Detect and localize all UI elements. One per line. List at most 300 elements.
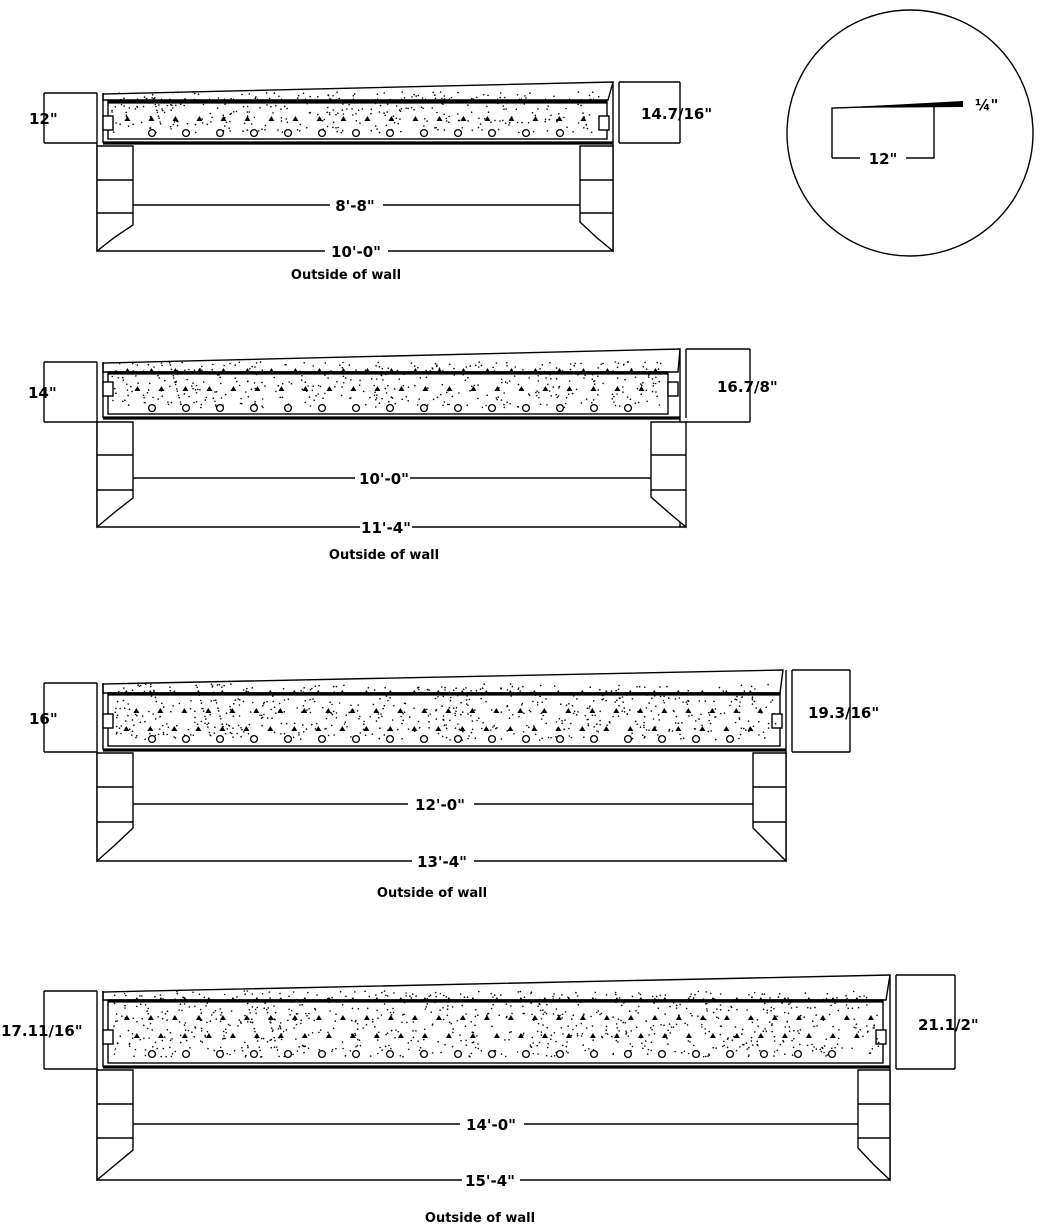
aggregate-dot <box>422 97 424 99</box>
aggregate-dot <box>622 386 624 388</box>
aggregate-dot <box>166 734 168 736</box>
aggregate-dot <box>741 728 743 730</box>
aggregate-dot <box>615 994 617 996</box>
aggregate-dot <box>669 729 671 731</box>
aggregate-dot <box>333 734 335 736</box>
aggregate-dot <box>414 365 416 367</box>
aggregate-dot <box>298 95 300 97</box>
aggregate-dot <box>247 111 249 113</box>
aggregate-dot <box>500 687 502 689</box>
aggregate-dot <box>465 1040 467 1042</box>
aggregate-dot <box>385 1034 387 1036</box>
aggregate-dot <box>263 703 265 705</box>
slope-detail-outline <box>832 104 963 158</box>
aggregate-dot <box>446 120 448 122</box>
aggregate-dot <box>427 387 429 389</box>
aggregate-dot <box>118 377 120 379</box>
aggregate-dot <box>448 121 450 123</box>
aggregate-dot <box>458 120 460 122</box>
aggregate-dot <box>409 995 411 997</box>
aggregate-dot <box>178 397 180 399</box>
aggregate-dot <box>752 1022 754 1024</box>
aggregate-dot <box>171 1038 173 1040</box>
aggregate-dot <box>167 401 169 403</box>
aggregate-dot <box>379 366 381 368</box>
aggregate-dot <box>369 996 371 998</box>
aggregate-dot <box>167 105 169 107</box>
aggregate-dot <box>415 95 417 97</box>
aggregate-dot <box>577 1035 579 1037</box>
aggregate-dot <box>335 1020 337 1022</box>
aggregate-dot <box>452 693 454 695</box>
aggregate-dot <box>202 118 204 120</box>
aggregate-dot <box>382 368 384 370</box>
aggregate-dot <box>296 1013 298 1015</box>
aggregate-dot <box>327 126 329 128</box>
aggregate-dot <box>305 381 307 383</box>
aggregate-dot <box>814 1007 816 1009</box>
aggregate-dot <box>142 715 144 717</box>
aggregate-dot <box>294 102 296 104</box>
aggregate-dot <box>190 700 192 702</box>
aggregate-dot <box>420 377 422 379</box>
aggregate-dot <box>327 1032 329 1034</box>
aggregate-dot <box>530 1044 532 1046</box>
aggregate-dot <box>826 998 828 1000</box>
aggregate-dot <box>673 1026 675 1028</box>
aggregate-dot <box>593 399 595 401</box>
aggregate-dot <box>209 714 211 716</box>
aggregate-dot <box>366 1024 368 1026</box>
aggregate-dot <box>517 1051 519 1053</box>
aggregate-dot <box>282 131 284 133</box>
aggregate-dot <box>210 113 212 115</box>
aggregate-dot <box>503 392 505 394</box>
aggregate-dot <box>302 1045 304 1047</box>
aggregate-dot <box>206 724 208 726</box>
aggregate-dot <box>441 98 443 100</box>
aggregate-dot <box>606 724 608 726</box>
aggregate-dot <box>469 699 471 701</box>
aggregate-dot <box>255 98 257 100</box>
aggregate-dot <box>171 402 173 404</box>
aggregate-dot <box>508 709 510 711</box>
aggregate-dot <box>663 1024 665 1026</box>
aggregate-dot <box>846 998 848 1000</box>
aggregate-dot <box>124 399 126 401</box>
aggregate-dot <box>372 733 374 735</box>
aggregate-dot <box>483 683 485 685</box>
aggregate-dot <box>118 101 120 103</box>
aggregate-dot <box>331 704 333 706</box>
aggregate-dot <box>253 692 255 694</box>
aggregate-dot <box>288 698 290 700</box>
aggregate-dot <box>491 1026 493 1028</box>
aggregate-dot <box>539 1042 541 1044</box>
slope-detail-run-label: 12" <box>868 150 898 168</box>
aggregate-dot <box>303 694 305 696</box>
aggregate-dot <box>691 715 693 717</box>
aggregate-dot <box>427 998 429 1000</box>
aggregate-dot <box>331 725 333 727</box>
prestress-strand <box>183 130 190 137</box>
aggregate-dot <box>521 122 523 124</box>
aggregate-dot <box>440 993 442 995</box>
aggregate-dot <box>303 93 305 95</box>
aggregate-dot <box>244 1042 246 1044</box>
prestress-strand <box>149 130 156 137</box>
aggregate-dot <box>319 373 321 375</box>
prestress-strand <box>591 405 598 412</box>
aggregate-dot <box>118 92 120 94</box>
aggregate-dot <box>635 1010 637 1012</box>
aggregate-dot <box>245 391 247 393</box>
aggregate-dot <box>550 378 552 380</box>
aggregate-dot <box>277 1049 279 1051</box>
aggregate-dot <box>332 127 334 129</box>
aggregate-dot <box>732 1039 734 1041</box>
aggregate-dot <box>379 132 381 134</box>
aggregate-dot <box>596 723 598 725</box>
aggregate-dot <box>536 999 538 1001</box>
aggregate-dot <box>465 1013 467 1015</box>
aggregate-dot <box>129 1044 131 1046</box>
prestress-strand <box>557 1051 564 1058</box>
aggregate-dot <box>701 1026 703 1028</box>
aggregate-dot <box>438 733 440 735</box>
aggregate-dot <box>272 1001 274 1003</box>
aggregate-dot <box>371 378 373 380</box>
aggregate-dot <box>418 687 420 689</box>
aggregate-dot <box>776 1016 778 1018</box>
aggregate-dot <box>358 109 360 111</box>
aggregate-dot <box>539 368 541 370</box>
aggregate-dot <box>439 1009 441 1011</box>
aggregate-dot <box>530 692 532 694</box>
aggregate-dot <box>119 727 121 729</box>
aggregate-dot <box>133 1018 135 1020</box>
aggregate-dot <box>191 385 193 387</box>
aggregate-dot <box>523 373 525 375</box>
aggregate-dot <box>653 385 655 387</box>
aggregate-dot <box>247 381 249 383</box>
aggregate-dot <box>559 386 561 388</box>
aggregate-dot <box>480 371 482 373</box>
aggregate-dot <box>453 707 455 709</box>
aggregate-dot <box>133 1055 135 1057</box>
aggregate-dot <box>739 701 741 703</box>
aggregate-dot <box>233 715 235 717</box>
aggregate-dot <box>273 701 275 703</box>
aggregate-dot <box>551 395 553 397</box>
aggregate-dot <box>325 362 327 364</box>
aggregate-dot <box>467 704 469 706</box>
aggregate-dot <box>516 109 518 111</box>
aggregate-dot <box>592 1039 594 1041</box>
aggregate-dot <box>284 711 286 713</box>
aggregate-dot <box>194 1036 196 1038</box>
aggregate-dot <box>252 1006 254 1008</box>
aggregate-dot <box>716 1008 718 1010</box>
aggregate-dot <box>140 685 142 687</box>
aggregate-dot <box>529 92 531 94</box>
aggregate-dot <box>605 1029 607 1031</box>
aggregate-dot <box>114 1003 116 1005</box>
slope-detail-circle <box>787 10 1033 256</box>
aggregate-dot <box>275 391 277 393</box>
aggregate-dot <box>194 1026 196 1028</box>
aggregate-dot <box>638 1006 640 1008</box>
aggregate-dot <box>566 704 568 706</box>
aggregate-dot <box>310 712 312 714</box>
prestress-strand <box>251 1051 258 1058</box>
aggregate-dot <box>343 376 345 378</box>
aggregate-dot <box>127 703 129 705</box>
aggregate-dot <box>293 991 295 993</box>
aggregate-dot <box>598 731 600 733</box>
aggregate-dot <box>370 1055 372 1057</box>
aggregate-dot <box>597 375 599 377</box>
aggregate-dot <box>355 113 357 115</box>
aggregate-dot <box>356 120 358 122</box>
aggregate-dot <box>316 723 318 725</box>
aggregate-dot <box>308 1013 310 1015</box>
aggregate-dot <box>791 1007 793 1009</box>
aggregate-dot <box>186 379 188 381</box>
aggregate-dot <box>411 997 413 999</box>
aggregate-dot <box>175 381 177 383</box>
aggregate-dot <box>816 1025 818 1027</box>
aggregate-dot <box>161 362 163 364</box>
aggregate-dot <box>121 104 123 106</box>
aggregate-dot <box>587 128 589 130</box>
aggregate-dot <box>243 701 245 703</box>
aggregate-dot <box>308 708 310 710</box>
aggregate-dot <box>499 120 501 122</box>
prestress-strand <box>761 1051 768 1058</box>
aggregate-dot <box>574 363 576 365</box>
aggregate-dot <box>513 733 515 735</box>
aggregate-dot <box>216 702 218 704</box>
aggregate-dot <box>354 991 356 993</box>
aggregate-dot <box>164 1036 166 1038</box>
aggregate-dot <box>401 399 403 401</box>
aggregate-dot <box>171 369 173 371</box>
aggregate-dot <box>229 1054 231 1056</box>
aggregate-dot <box>588 1048 590 1050</box>
aggregate-dot <box>307 992 309 994</box>
aggregate-dot <box>599 689 601 691</box>
aggregate-dot <box>376 720 378 722</box>
aggregate-dot <box>157 398 159 400</box>
aggregate-dot <box>695 720 697 722</box>
aggregate-dot <box>600 363 602 365</box>
aggregate-dot <box>400 131 402 133</box>
aggregate-dot <box>162 1018 164 1020</box>
aggregate-dot <box>297 1050 299 1052</box>
aggregate-dot <box>791 1040 793 1042</box>
aggregate-dot <box>568 393 570 395</box>
aggregate-dot <box>720 713 722 715</box>
aggregate-dot <box>569 735 571 737</box>
aggregate-dot <box>144 738 146 740</box>
aggregate-dot <box>158 115 160 117</box>
aggregate-dot <box>689 996 691 998</box>
aggregate-dot <box>593 726 595 728</box>
aggregate-dot <box>687 1024 689 1026</box>
aggregate-dot <box>767 684 769 686</box>
aggregate-dot <box>269 1021 271 1023</box>
aggregate-dot <box>184 1024 186 1026</box>
aggregate-dot <box>435 98 437 100</box>
aggregate-dot <box>623 1002 625 1004</box>
aggregate-dot <box>386 392 388 394</box>
prestress-strand <box>319 1051 326 1058</box>
aggregate-dot <box>339 702 341 704</box>
aggregate-dot <box>648 1034 650 1036</box>
aggregate-dot <box>805 992 807 994</box>
aggregate-dot <box>529 710 531 712</box>
aggregate-dot <box>492 367 494 369</box>
aggregate-dot <box>816 1048 818 1050</box>
aggregate-dot <box>190 372 192 374</box>
right-depth-label: 14.7/16" <box>641 105 713 123</box>
aggregate-dot <box>558 395 560 397</box>
aggregate-dot <box>643 722 645 724</box>
aggregate-dot <box>345 996 347 998</box>
aggregate-dot <box>612 398 614 400</box>
aggregate-dot <box>239 704 241 706</box>
aggregate-dot <box>115 708 117 710</box>
aggregate-dot <box>616 699 618 701</box>
aggregate-dot <box>501 1053 503 1055</box>
aggregate-dot <box>536 1045 538 1047</box>
aggregate-dot <box>403 385 405 387</box>
aggregate-dot <box>482 687 484 689</box>
aggregate-dot <box>707 1055 709 1057</box>
aggregate-dot <box>621 1005 623 1007</box>
aggregate-dot <box>466 366 468 368</box>
aggregate-dot <box>758 721 760 723</box>
aggregate-dot <box>565 403 567 405</box>
aggregate-dot <box>568 728 570 730</box>
aggregate-dot <box>371 130 373 132</box>
prestress-strand <box>591 736 598 743</box>
aggregate-dot <box>515 366 517 368</box>
aggregate-dot <box>225 1032 227 1034</box>
prestress-strand <box>285 130 292 137</box>
aggregate-dot <box>648 376 650 378</box>
aggregate-dot <box>247 106 249 108</box>
aggregate-dot <box>492 726 494 728</box>
aggregate-dot <box>132 719 134 721</box>
aggregate-dot <box>758 734 760 736</box>
aggregate-dot <box>312 1032 314 1034</box>
aggregate-dot <box>518 991 520 993</box>
aggregate-dot <box>829 1014 831 1016</box>
aggregate-dot <box>278 1056 280 1058</box>
aggregate-dot <box>143 1038 145 1040</box>
aggregate-dot <box>375 994 377 996</box>
aggregate-dot <box>722 1046 724 1048</box>
aggregate-dot <box>476 97 478 99</box>
aggregate-dot <box>315 395 317 397</box>
aggregate-dot <box>266 104 268 106</box>
aggregate-dot <box>194 369 196 371</box>
aggregate-dot <box>203 710 205 712</box>
aggregate-dot <box>590 99 592 101</box>
aggregate-dot <box>584 1050 586 1052</box>
aggregate-dot <box>214 732 216 734</box>
aggregate-dot <box>676 1005 678 1007</box>
aggregate-dot <box>444 724 446 726</box>
prestress-strand <box>659 736 666 743</box>
aggregate-dot <box>169 1047 171 1049</box>
aggregate-dot <box>478 1048 480 1050</box>
aggregate-dot <box>561 722 563 724</box>
aggregate-dot <box>574 365 576 367</box>
aggregate-dot <box>459 372 461 374</box>
aggregate-dot <box>751 686 753 688</box>
aggregate-dot <box>466 404 468 406</box>
aggregate-dot <box>598 96 600 98</box>
aggregate-dot <box>223 1031 225 1033</box>
aggregate-dot <box>128 404 130 406</box>
aggregate-dot <box>180 1003 182 1005</box>
aggregate-dot <box>163 732 165 734</box>
aggregate-dot <box>503 105 505 107</box>
aggregate-dot <box>646 368 648 370</box>
prestress-strand <box>353 405 360 412</box>
aggregate-dot <box>300 690 302 692</box>
aggregate-dot <box>501 382 503 384</box>
aggregate-dot <box>607 1033 609 1035</box>
aggregate-dot <box>556 121 558 123</box>
aggregate-dot <box>598 1010 600 1012</box>
aggregate-dot <box>847 1008 849 1010</box>
aggregate-dot <box>457 1020 459 1022</box>
aggregate-dot <box>858 1031 860 1033</box>
aggregate-dot <box>688 690 690 692</box>
aggregate-dot <box>143 1025 145 1027</box>
prestress-strand <box>693 1051 700 1058</box>
aggregate-dot <box>812 1020 814 1022</box>
aggregate-dot <box>504 97 506 99</box>
aggregate-dot <box>180 1042 182 1044</box>
aggregate-dot <box>118 691 120 693</box>
aggregate-dot <box>427 1003 429 1005</box>
aggregate-dot <box>572 131 574 133</box>
aggregate-dot <box>255 1009 257 1011</box>
left-depth-label: 12" <box>29 110 58 128</box>
aggregate-dot <box>482 722 484 724</box>
aggregate-dot <box>555 394 557 396</box>
aggregate-dot <box>336 131 338 133</box>
aggregate-dot <box>507 689 509 691</box>
aggregate-dot <box>188 1030 190 1032</box>
aggregate-dot <box>810 1007 812 1009</box>
aggregate-dot <box>821 1051 823 1053</box>
aggregate-dot <box>538 397 540 399</box>
section-1 <box>29 82 712 283</box>
aggregate-dot <box>813 1026 815 1028</box>
aggregate-dot <box>524 103 526 105</box>
aggregate-dot <box>668 730 670 732</box>
aggregate-dot <box>333 711 335 713</box>
aggregate-dot <box>162 725 164 727</box>
aggregate-dot <box>363 723 365 725</box>
aggregate-dot <box>194 711 196 713</box>
